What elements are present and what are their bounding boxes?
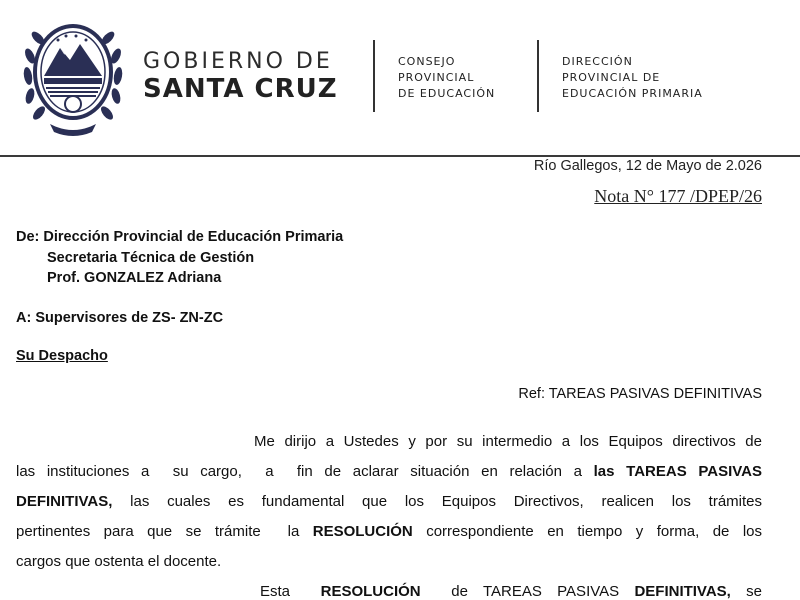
from-label: De: (16, 229, 40, 245)
from-line1: Dirección Provincial de Educación Primaria (43, 229, 344, 245)
consejo-line: CONSEJO (398, 55, 456, 68)
header-rule (0, 155, 800, 157)
body-line (16, 547, 762, 577)
coat-of-arms-icon (20, 14, 126, 138)
body-text: se (730, 583, 762, 600)
su-despacho: Su Despacho (16, 348, 108, 364)
body-text: cargos que ostenta el docente. (16, 553, 222, 570)
body-text: pertinentes para que se trámite la (16, 523, 313, 540)
from-block (16, 229, 343, 245)
reference: Ref: TAREAS PASIVAS DEFINITIVAS (518, 386, 762, 402)
recipients: A: Supervisores de ZS- ZN-ZC (16, 310, 224, 326)
consejo-block (398, 54, 495, 102)
body-text-bold: RESOLUCIÓN (312, 523, 413, 540)
direccion-line: PROVINCIAL DE (562, 71, 661, 84)
body-text: de TAREAS PASIVAS (420, 583, 635, 600)
letter-date: Río Gallegos, 12 de Mayo de 2.026 (533, 158, 762, 174)
from-line3: Prof. GONZALEZ Adriana (47, 270, 222, 286)
consejo-line: PROVINCIAL (398, 71, 475, 84)
body-line (16, 517, 762, 547)
direccion-block (562, 54, 703, 102)
body-line (16, 457, 762, 487)
letterhead (0, 0, 800, 160)
body-line (16, 427, 762, 457)
header-divider (373, 40, 375, 112)
body-text: las instituciones a su cargo, a fin de aclarar situación en relación a (16, 463, 594, 480)
body-paragraph (16, 427, 762, 600)
government-name-line2: SANTA CRUZ (143, 74, 338, 104)
consejo-line: DE EDUCACIÓN (398, 87, 496, 100)
body-line (16, 487, 762, 517)
body-text-bold: DEFINITIVAS, (16, 493, 113, 510)
body-text-bold: las TAREAS PASIVAS (593, 463, 762, 480)
body-text: Esta (260, 583, 321, 600)
note-number: Nota N° 177 /DPEP/26 (594, 186, 762, 206)
government-name-line1: GOBIERNO DE (143, 49, 333, 74)
body-text: correspondiente en tiempo y forma, de los (412, 523, 762, 540)
body-text-bold: DEFINITIVAS, (634, 583, 731, 600)
header-divider (537, 40, 539, 112)
body-text: las cuales es fundamental que los Equipos Directivos, realicen los trámites (112, 493, 762, 510)
from-line2: Secretaria Técnica de Gestión (47, 250, 255, 266)
body-text: Me dirijo a Ustedes y por su intermedio a los Equipos directivos de (254, 433, 762, 450)
body-text-bold: RESOLUCIÓN (320, 583, 421, 600)
direccion-line: DIRECCIÓN (562, 55, 633, 68)
government-name (143, 50, 338, 104)
direccion-line: EDUCACIÓN PRIMARIA (562, 87, 703, 100)
body-line (16, 577, 762, 600)
